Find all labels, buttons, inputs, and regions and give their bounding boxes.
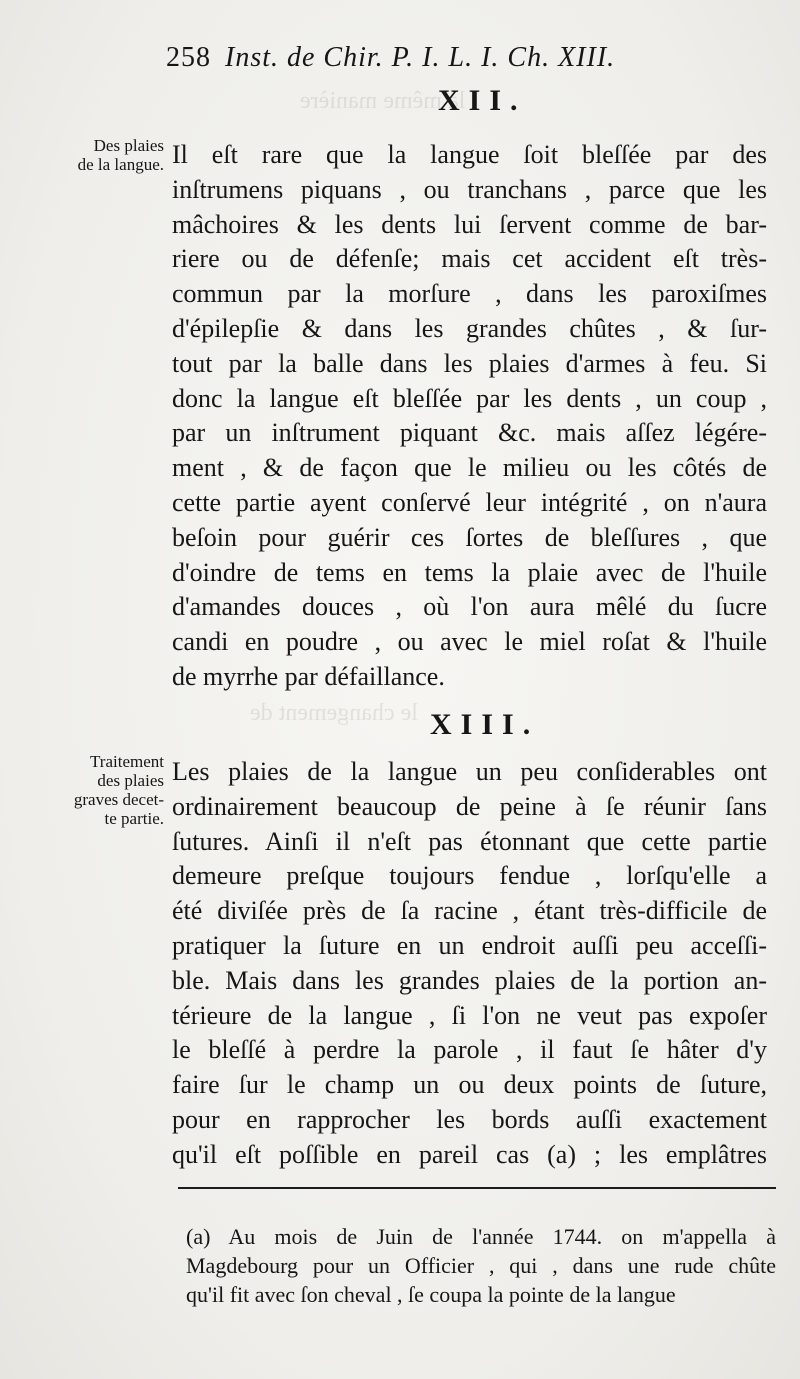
text-line: tout par la balle dans les plaies d'armes à feu. Si (172, 348, 767, 378)
text-line: mâchoires & les dents lui ſervent comme de bar- (172, 209, 767, 239)
text-line: été diviſée près de ſa racine , étant très-difficile de (172, 896, 767, 926)
margin-note-line: Traitement (90, 752, 164, 771)
margin-note-des-plaies (6, 136, 164, 174)
show-through-text: le changement de (250, 700, 418, 726)
text-line: commun par la morſure , dans les paroxiſmes (172, 279, 767, 309)
text-line: faire ſur le champ un ou deux points de ſuture, (172, 1070, 767, 1100)
text-line: d'amandes douces , où l'on aura mêlé du ſucre (172, 592, 767, 622)
section-xii-text (172, 138, 767, 695)
footnote-line: Magdebourg pour un Officier , qui , dans une rude chûte (186, 1253, 776, 1278)
section-number-xii: XII. (438, 84, 527, 117)
text-line: pratiquer la ſuture en un endroit auſſi peu acceſſi- (172, 930, 767, 960)
margin-note-line: graves decet- (73, 790, 164, 809)
text-line: Les plaies de la langue un peu conſiderables ont (172, 757, 767, 786)
text-line: térieure de la langue , ſi l'on ne veut pas expoſer (172, 1000, 767, 1030)
text-line: ment , & de façon que le milieu ou les côtés de (172, 453, 767, 483)
margin-note-line: te partie. (104, 809, 164, 828)
text-line: de myrrhe par défaillance. (172, 661, 445, 691)
margin-note-line: des plaies (97, 771, 164, 790)
text-line: donc la langue eſt bleſſée par les dents , un coup , (172, 383, 767, 413)
text-line: inſtrumens piquans , ou tranchans , parce que les (172, 174, 767, 204)
text-line: pour en rapprocher les bords auſſi exactement (172, 1104, 767, 1134)
footnote-rule (178, 1187, 776, 1189)
text-line: ordinairement beaucoup de peine à ſe réunir ſans (172, 791, 767, 821)
running-title: Inst. de Chir. P. I. L. I. Ch. XIII. (225, 42, 616, 73)
show-through-text: la même manière (300, 88, 466, 114)
text-line: le bleſſé à perdre la parole , il faut ſe hâter d'y (172, 1035, 767, 1065)
page-number: 258 (166, 42, 211, 73)
text-line: cette partie ayent conſervé leur intégrité , on n'aura (172, 487, 767, 517)
text-line: qu'il eſt poſſible en pareil cas (a) ; les emplâtres (172, 1139, 767, 1169)
text-line: candi en poudre , ou avec le miel roſat & l'huile (172, 627, 767, 657)
footnote (186, 1222, 776, 1309)
text-line: beſoin pour guérir ces ſortes de bleſſures , que (172, 522, 767, 552)
text-line: par un inſtrument piquant &c. mais aſſez légére- (172, 418, 767, 448)
text-line: ble. Mais dans les grandes plaies de la portion an- (172, 965, 767, 995)
text-line: riere ou de défenſe; mais cet accident eſt très- (172, 244, 767, 274)
section-xiii-text (172, 755, 767, 1173)
running-head (166, 42, 786, 74)
footnote-line: qu'il fit avec ſon cheval , ſe coupa la pointe de la langue (186, 1282, 676, 1307)
footnote-line: (a) Au mois de Juin de l'année 1744. on m'appella à (186, 1224, 776, 1249)
margin-note-line: Des plaies (93, 136, 164, 155)
section-number-xiii: XIII. (430, 708, 540, 741)
margin-note-line: de la langue. (77, 155, 164, 174)
text-line: d'épilepſie & dans les grandes chûtes , & ſur- (172, 313, 767, 343)
text-line: demeure preſque toujours fendue , lorſqu'elle a (172, 861, 767, 891)
text-line: Il eſt rare que la langue ſoit bleſſée par des (172, 140, 767, 169)
text-line: d'oindre de tems en tems la plaie avec de l'huile (172, 557, 767, 587)
text-line: ſutures. Ainſi il n'eſt pas étonnant que cette partie (172, 826, 767, 856)
margin-note-traitement (6, 752, 164, 828)
